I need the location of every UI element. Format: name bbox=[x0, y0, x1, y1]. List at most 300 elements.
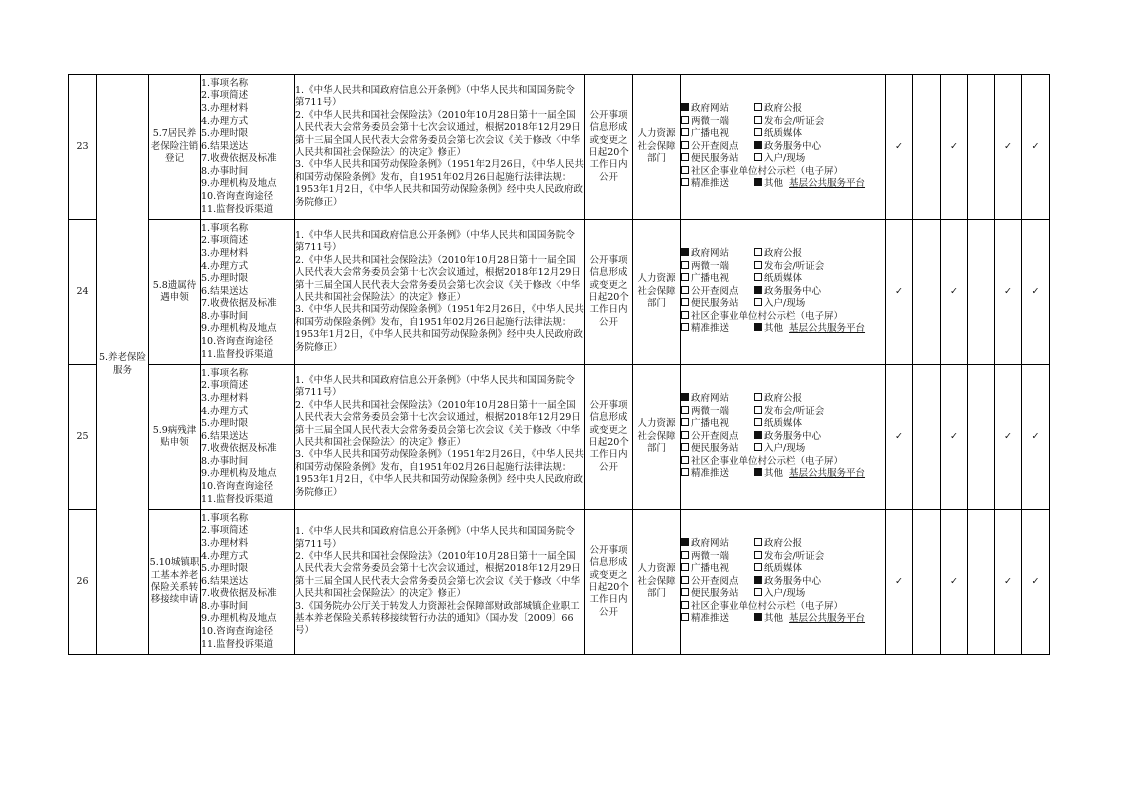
channel-label: 发布会/听证会 bbox=[764, 405, 825, 417]
channel-row bbox=[681, 538, 885, 551]
check-cell: ✓ bbox=[1022, 365, 1050, 510]
channel-option bbox=[681, 248, 754, 261]
checkbox-icon bbox=[681, 406, 689, 414]
check-cell bbox=[913, 220, 941, 365]
channel-option bbox=[681, 393, 754, 406]
channel-label: 政府公报 bbox=[764, 102, 803, 114]
channel-label: 入户/现场 bbox=[764, 153, 806, 165]
channel-row bbox=[681, 141, 885, 154]
channel-label: 广播电视 bbox=[691, 128, 730, 140]
channel-label: 社区企事业单位村公示栏（电子屏） bbox=[691, 455, 844, 467]
checkbox-icon bbox=[681, 468, 689, 476]
check-cell: ✓ bbox=[1022, 510, 1050, 655]
channel-option bbox=[754, 551, 824, 564]
checkbox-icon bbox=[754, 153, 762, 161]
basis-item: 1.《中华人民共和国政府信息公开条例》（中华人民共和国国务院令第711号） bbox=[295, 526, 575, 550]
checked-box-icon bbox=[681, 538, 689, 546]
checkbox-icon bbox=[681, 261, 689, 269]
basis-item: 3.《中华人民共和国劳动保险条例》（1951年2月26日，《中华人民共和国劳动保险条例》发布，自1951年02月26日起施行法律法规：1953年1月2日，《中华人民共和国劳动保险条例》经中央人民政府政务院修正） bbox=[295, 159, 584, 208]
item-name: 5.7居民养老保险注销登记 bbox=[149, 75, 201, 220]
channel-label: 便民服务站 bbox=[691, 153, 739, 165]
element-list-item: 8.办事时间 bbox=[201, 600, 249, 612]
channel-option bbox=[681, 418, 754, 431]
table-row bbox=[69, 365, 1050, 510]
channel-option bbox=[754, 588, 805, 601]
channel-row bbox=[681, 153, 885, 166]
checked-box-icon bbox=[754, 613, 762, 621]
channel-row bbox=[681, 431, 885, 444]
channel-option bbox=[681, 538, 754, 551]
channel-option bbox=[754, 393, 802, 406]
element-list-item: 7.收费依据及标准 bbox=[201, 443, 277, 455]
checked-box-icon bbox=[681, 393, 689, 401]
channel-label: 其他 bbox=[764, 613, 784, 625]
channel-option bbox=[681, 563, 754, 576]
channel-row bbox=[681, 116, 885, 129]
channel-option bbox=[681, 166, 843, 179]
channel-label: 纸质媒体 bbox=[764, 273, 803, 285]
row-number: 23 bbox=[69, 75, 97, 220]
channel-cell bbox=[681, 220, 886, 365]
check-cell: ✓ bbox=[886, 510, 913, 655]
channel-option bbox=[681, 116, 754, 129]
checkbox-icon bbox=[681, 431, 689, 439]
channel-label: 公开查阅点 bbox=[691, 140, 739, 152]
element-list-item: 4.办理方式 bbox=[201, 260, 249, 272]
channel-option bbox=[681, 311, 843, 324]
channel-option bbox=[754, 576, 821, 589]
check-cell: ✓ bbox=[941, 220, 968, 365]
checkbox-icon bbox=[754, 116, 762, 124]
channel-row bbox=[681, 273, 885, 286]
element-list bbox=[201, 365, 295, 510]
element-list-item: 5.办理时限 bbox=[201, 128, 249, 140]
channel-row bbox=[681, 103, 885, 116]
channel-row bbox=[681, 323, 885, 336]
channel-option bbox=[681, 261, 754, 274]
table-row bbox=[69, 220, 1050, 365]
basis-cell bbox=[295, 220, 585, 365]
channel-option bbox=[681, 273, 754, 286]
element-list-item: 2.事项简述 bbox=[201, 525, 249, 537]
channel-label: 精准推送 bbox=[691, 468, 730, 480]
channel-option bbox=[754, 323, 865, 336]
channel-label: 广播电视 bbox=[691, 273, 730, 285]
channel-label: 公开查阅点 bbox=[691, 430, 739, 442]
channel-row bbox=[681, 166, 885, 179]
checkbox-icon bbox=[754, 261, 762, 269]
checkbox-icon bbox=[681, 588, 689, 596]
time-limit: 公开事项信息形成或变更之日起20个工作日内公开 bbox=[585, 75, 633, 220]
channel-row bbox=[681, 261, 885, 274]
element-list bbox=[201, 75, 295, 220]
check-cell bbox=[913, 75, 941, 220]
channel-row bbox=[681, 311, 885, 324]
channel-option bbox=[681, 468, 754, 481]
channel-row bbox=[681, 178, 885, 191]
check-cell: ✓ bbox=[941, 365, 968, 510]
element-list-item: 7.收费依据及标准 bbox=[201, 298, 277, 310]
checked-box-icon bbox=[754, 468, 762, 476]
category-cell: 5.养老保险服务 bbox=[97, 75, 149, 655]
checked-box-icon bbox=[754, 323, 762, 331]
channel-label: 精准推送 bbox=[691, 613, 730, 625]
channel-label: 发布会/听证会 bbox=[764, 115, 825, 127]
channel-row bbox=[681, 298, 885, 311]
channel-option bbox=[681, 298, 754, 311]
element-list-item: 8.办事时间 bbox=[201, 455, 249, 467]
checkbox-icon bbox=[681, 576, 689, 584]
channel-row bbox=[681, 443, 885, 456]
element-list-item: 4.办理方式 bbox=[201, 550, 249, 562]
element-list-item: 3.办理材料 bbox=[201, 247, 249, 259]
channel-option bbox=[681, 323, 754, 336]
element-list-item: 9.办理机构及地点 bbox=[201, 613, 277, 625]
channel-label: 政府公报 bbox=[764, 537, 803, 549]
checkbox-icon bbox=[681, 166, 689, 174]
element-list bbox=[201, 510, 295, 655]
channel-label: 政府公报 bbox=[764, 247, 803, 259]
item-name: 5.10城镇职工基本养老保险关系转移接续申请 bbox=[149, 510, 201, 655]
basis-item: 2.《中华人民共和国社会保险法》（2010年10月28日第十一届全国人民代表大会常务委员会第十七次会议通过，根据2018年12月29日第十三届全国人民代表大会常务委员会第七次会议《关于修改〈中华人民共和国社会保险法〉的决定》修正） bbox=[295, 254, 581, 303]
channel-option bbox=[754, 468, 865, 481]
checkbox-icon bbox=[681, 563, 689, 571]
channel-label: 政务服务中心 bbox=[764, 575, 822, 587]
subject-cell: 人力资源社会保障部门 bbox=[633, 365, 681, 510]
checkbox-icon bbox=[754, 128, 762, 136]
element-list-item: 7.收费依据及标准 bbox=[201, 153, 277, 165]
channel-cell bbox=[681, 510, 886, 655]
check-cell: ✓ bbox=[941, 510, 968, 655]
checked-box-icon bbox=[754, 286, 762, 294]
checkbox-icon bbox=[681, 128, 689, 136]
channel-label: 纸质媒体 bbox=[764, 563, 803, 575]
platform-label: 基层公共服务平台 bbox=[789, 323, 866, 335]
channel-label: 政府网站 bbox=[691, 102, 730, 114]
channel-row bbox=[681, 286, 885, 299]
channel-row bbox=[681, 563, 885, 576]
checkbox-icon bbox=[754, 418, 762, 426]
checked-box-icon bbox=[754, 178, 762, 186]
element-list-item: 11.监督投诉渠道 bbox=[201, 638, 274, 650]
element-list-item: 9.办理机构及地点 bbox=[201, 468, 277, 480]
channel-option bbox=[754, 431, 821, 444]
basis-item: 2.《中华人民共和国社会保险法》（2010年10月28日第十一届全国人民代表大会常务委员会第十七次会议通过，根据2018年12月29日第十三届全国人民代表大会常务委员会第七次会议《关于修改〈中华人民共和国社会保险法〉的决定》修正） bbox=[295, 109, 581, 158]
check-cell: ✓ bbox=[995, 75, 1022, 220]
channel-label: 发布会/听证会 bbox=[764, 550, 825, 562]
checkbox-icon bbox=[754, 538, 762, 546]
basis-item: 1.《中华人民共和国政府信息公开条例》（中华人民共和国国务院令第711号） bbox=[295, 374, 575, 399]
checkbox-icon bbox=[681, 418, 689, 426]
subject-cell: 人力资源社会保障部门 bbox=[633, 510, 681, 655]
disclosure-table bbox=[68, 74, 1050, 655]
checked-box-icon bbox=[681, 248, 689, 256]
checked-box-icon bbox=[754, 576, 762, 584]
channel-option bbox=[681, 613, 754, 626]
time-limit: 公开事项信息形成或变更之日起20个工作日内公开 bbox=[585, 510, 633, 655]
element-list-item: 9.办理机构及地点 bbox=[201, 323, 277, 335]
channel-row bbox=[681, 456, 885, 469]
channel-cell bbox=[681, 365, 886, 510]
channel-row bbox=[681, 551, 885, 564]
channel-label: 两微一端 bbox=[691, 260, 730, 272]
channel-label: 政府网站 bbox=[691, 247, 730, 259]
channel-option bbox=[681, 103, 754, 116]
element-list-item: 11.监督投诉渠道 bbox=[201, 348, 274, 360]
item-name: 5.9病残津贴申领 bbox=[149, 365, 201, 510]
channel-option bbox=[681, 431, 754, 444]
element-list-item: 9.办理机构及地点 bbox=[201, 178, 277, 190]
element-list-item: 2.事项简述 bbox=[201, 235, 249, 247]
channel-label: 纸质媒体 bbox=[764, 418, 803, 430]
checkbox-icon bbox=[754, 103, 762, 111]
channel-label: 政务服务中心 bbox=[764, 430, 822, 442]
row-number: 24 bbox=[69, 220, 97, 365]
channel-row bbox=[681, 418, 885, 431]
element-list-item: 3.办理材料 bbox=[201, 392, 249, 404]
checkbox-icon bbox=[754, 248, 762, 256]
channel-label: 两微一端 bbox=[691, 550, 730, 562]
checkbox-icon bbox=[754, 406, 762, 414]
channel-label: 入户/现场 bbox=[764, 443, 806, 455]
check-cell: ✓ bbox=[1022, 75, 1050, 220]
element-list-item: 4.办理方式 bbox=[201, 115, 249, 127]
checked-box-icon bbox=[754, 431, 762, 439]
basis-item: 3.《中华人民共和国劳动保险条例》（1951年2月26日，《中华人民共和国劳动保险条例》发布，自1951年02月26日起施行法律法规：1953年1月2日，《中华人民共和国劳动保险条例》经中央人民政府政务院修正） bbox=[295, 449, 584, 498]
channel-option bbox=[754, 443, 805, 456]
checkbox-icon bbox=[681, 153, 689, 161]
element-list-item: 1.事项名称 bbox=[201, 512, 249, 524]
platform-label: 基层公共服务平台 bbox=[789, 613, 866, 625]
check-cell: ✓ bbox=[995, 365, 1022, 510]
channel-option bbox=[681, 443, 754, 456]
channel-option bbox=[681, 286, 754, 299]
channel-row bbox=[681, 588, 885, 601]
channel-option bbox=[681, 128, 754, 141]
check-cell: ✓ bbox=[886, 220, 913, 365]
channel-row bbox=[681, 613, 885, 626]
element-list-item: 7.收费依据及标准 bbox=[201, 588, 277, 600]
checkbox-icon bbox=[681, 323, 689, 331]
channel-row bbox=[681, 576, 885, 589]
basis-item: 3.《国务院办公厅关于转发人力资源社会保障部财政部城镇企业职工基本养老保险关系转移接续暂行办法的通知》（国办发〔2009〕66号） bbox=[295, 600, 580, 637]
channel-label: 入户/现场 bbox=[764, 588, 806, 600]
channel-label: 社区企事业单位村公示栏（电子屏） bbox=[691, 310, 844, 322]
channel-option bbox=[754, 406, 824, 419]
channel-label: 公开查阅点 bbox=[691, 285, 739, 297]
checkbox-icon bbox=[681, 613, 689, 621]
time-limit: 公开事项信息形成或变更之日起20个工作日内公开 bbox=[585, 365, 633, 510]
channel-option bbox=[754, 128, 802, 141]
basis-item: 1.《中华人民共和国政府信息公开条例》（中华人民共和国国务院令第711号） bbox=[295, 229, 575, 254]
element-list-item: 2.事项简述 bbox=[201, 380, 249, 392]
channel-label: 政务服务中心 bbox=[764, 285, 822, 297]
check-cell bbox=[968, 220, 995, 365]
element-list-item: 3.办理材料 bbox=[201, 537, 249, 549]
channel-option bbox=[754, 261, 824, 274]
channel-label: 政府网站 bbox=[691, 392, 730, 404]
check-cell bbox=[968, 75, 995, 220]
checkbox-icon bbox=[681, 273, 689, 281]
channel-option bbox=[681, 178, 754, 191]
check-cell bbox=[968, 365, 995, 510]
checkbox-icon bbox=[681, 551, 689, 559]
channel-row bbox=[681, 393, 885, 406]
check-cell bbox=[968, 510, 995, 655]
channel-option bbox=[754, 613, 865, 626]
channel-label: 便民服务站 bbox=[691, 298, 739, 310]
channel-option bbox=[754, 141, 821, 154]
channel-option bbox=[754, 248, 802, 261]
channel-option bbox=[681, 551, 754, 564]
row-number: 26 bbox=[69, 510, 97, 655]
channel-label: 广播电视 bbox=[691, 563, 730, 575]
channel-row bbox=[681, 128, 885, 141]
channel-label: 两微一端 bbox=[691, 115, 730, 127]
element-list-item: 1.事项名称 bbox=[201, 77, 249, 89]
channel-label: 其他 bbox=[764, 468, 784, 480]
checkbox-icon bbox=[681, 601, 689, 609]
element-list-item: 4.办理方式 bbox=[201, 405, 249, 417]
channel-option bbox=[754, 153, 805, 166]
check-cell: ✓ bbox=[886, 75, 913, 220]
channel-label: 其他 bbox=[764, 323, 784, 335]
element-list-item: 6.结果送达 bbox=[201, 140, 249, 152]
channel-option bbox=[754, 538, 802, 551]
channel-option bbox=[754, 563, 802, 576]
time-limit: 公开事项信息形成或变更之日起20个工作日内公开 bbox=[585, 220, 633, 365]
channel-option bbox=[754, 116, 824, 129]
row-number: 25 bbox=[69, 365, 97, 510]
channel-label: 公开查阅点 bbox=[691, 575, 739, 587]
basis-item: 1.《中华人民共和国政府信息公开条例》（中华人民共和国国务院令第711号） bbox=[295, 84, 575, 109]
channel-option bbox=[754, 298, 805, 311]
check-cell: ✓ bbox=[995, 220, 1022, 365]
element-list-item: 10.咨询查询途径 bbox=[201, 191, 274, 203]
channel-option bbox=[681, 576, 754, 589]
channel-label: 其他 bbox=[764, 178, 784, 190]
channel-label: 政府公报 bbox=[764, 392, 803, 404]
channel-row bbox=[681, 406, 885, 419]
basis-item: 2.《中华人民共和国社会保险法》（2010年10月28日第十一届全国人民代表大会常务委员会第十七次会议通过，根据2018年12月29日第十三届全国人民代表大会常务委员会第七次会议《关于修改〈中华人民共和国社会保险法〉的决定》修正） bbox=[295, 550, 581, 600]
checkbox-icon bbox=[681, 298, 689, 306]
channel-row bbox=[681, 468, 885, 481]
check-cell: ✓ bbox=[995, 510, 1022, 655]
element-list-item: 10.咨询查询途径 bbox=[201, 626, 274, 638]
checkbox-icon bbox=[681, 311, 689, 319]
checked-box-icon bbox=[754, 141, 762, 149]
channel-label: 纸质媒体 bbox=[764, 128, 803, 140]
check-cell: ✓ bbox=[886, 365, 913, 510]
checkbox-icon bbox=[681, 443, 689, 451]
subject-cell: 人力资源社会保障部门 bbox=[633, 220, 681, 365]
checkbox-icon bbox=[681, 178, 689, 186]
check-cell: ✓ bbox=[1022, 220, 1050, 365]
channel-label: 精准推送 bbox=[691, 323, 730, 335]
channel-label: 精准推送 bbox=[691, 178, 730, 190]
element-list bbox=[201, 220, 295, 365]
element-list-item: 8.办事时间 bbox=[201, 165, 249, 177]
channel-option bbox=[754, 103, 802, 116]
channel-label: 两微一端 bbox=[691, 405, 730, 417]
channel-option bbox=[681, 406, 754, 419]
checked-box-icon bbox=[681, 103, 689, 111]
element-list-item: 6.结果送达 bbox=[201, 285, 249, 297]
element-list-item: 8.办事时间 bbox=[201, 310, 249, 322]
checkbox-icon bbox=[754, 551, 762, 559]
channel-option bbox=[754, 273, 802, 286]
element-list-item: 11.监督投诉渠道 bbox=[201, 493, 274, 505]
channel-label: 发布会/听证会 bbox=[764, 260, 825, 272]
table-row bbox=[69, 75, 1050, 220]
checkbox-icon bbox=[754, 443, 762, 451]
channel-label: 便民服务站 bbox=[691, 443, 739, 455]
element-list-item: 6.结果送达 bbox=[201, 430, 249, 442]
checkbox-icon bbox=[754, 273, 762, 281]
table-row bbox=[69, 510, 1050, 655]
channel-row bbox=[681, 248, 885, 261]
channel-option bbox=[681, 601, 843, 614]
channel-cell bbox=[681, 75, 886, 220]
channel-label: 社区企事业单位村公示栏（电子屏） bbox=[691, 165, 844, 177]
checkbox-icon bbox=[754, 298, 762, 306]
channel-label: 入户/现场 bbox=[764, 298, 806, 310]
element-list-item: 2.事项简述 bbox=[201, 90, 249, 102]
checkbox-icon bbox=[754, 563, 762, 571]
channel-label: 政府网站 bbox=[691, 537, 730, 549]
channel-label: 政务服务中心 bbox=[764, 140, 822, 152]
checkbox-icon bbox=[681, 456, 689, 464]
channel-option bbox=[681, 141, 754, 154]
platform-label: 基层公共服务平台 bbox=[789, 178, 866, 190]
element-list-item: 5.办理时限 bbox=[201, 563, 249, 575]
element-list-item: 6.结果送达 bbox=[201, 575, 249, 587]
check-cell bbox=[913, 365, 941, 510]
platform-label: 基层公共服务平台 bbox=[789, 468, 866, 480]
element-list-item: 10.咨询查询途径 bbox=[201, 336, 274, 348]
channel-option bbox=[754, 286, 821, 299]
element-list-item: 10.咨询查询途径 bbox=[201, 481, 274, 493]
channel-option bbox=[681, 153, 754, 166]
checkbox-icon bbox=[681, 286, 689, 294]
subject-cell: 人力资源社会保障部门 bbox=[633, 75, 681, 220]
basis-cell bbox=[295, 365, 585, 510]
checkbox-icon bbox=[754, 588, 762, 596]
channel-option bbox=[754, 418, 802, 431]
element-list-item: 5.办理时限 bbox=[201, 273, 249, 285]
channel-label: 社区企事业单位村公示栏（电子屏） bbox=[691, 600, 844, 612]
checkbox-icon bbox=[754, 393, 762, 401]
basis-item: 2.《中华人民共和国社会保险法》（2010年10月28日第十一届全国人民代表大会常务委员会第十七次会议通过，根据2018年12月29日第十三届全国人民代表大会常务委员会第七次会议《关于修改〈中华人民共和国社会保险法〉的决定》修正） bbox=[295, 399, 581, 448]
basis-cell bbox=[295, 75, 585, 220]
channel-option bbox=[681, 456, 843, 469]
basis-cell bbox=[295, 510, 585, 655]
checkbox-icon bbox=[681, 141, 689, 149]
channel-label: 广播电视 bbox=[691, 418, 730, 430]
channel-option bbox=[681, 588, 754, 601]
channel-row bbox=[681, 601, 885, 614]
item-name: 5.8遗属待遇申领 bbox=[149, 220, 201, 365]
basis-item: 3.《中华人民共和国劳动保险条例》（1951年2月26日，《中华人民共和国劳动保险条例》发布，自1951年02月26日起施行法律法规：1953年1月2日，《中华人民共和国劳动保险条例》经中央人民政府政务院修正） bbox=[295, 304, 584, 353]
channel-label: 便民服务站 bbox=[691, 588, 739, 600]
channel-option bbox=[754, 178, 865, 191]
check-cell bbox=[913, 510, 941, 655]
element-list-item: 1.事项名称 bbox=[201, 367, 249, 379]
checkbox-icon bbox=[681, 116, 689, 124]
element-list-item: 1.事项名称 bbox=[201, 222, 249, 234]
element-list-item: 5.办理时限 bbox=[201, 418, 249, 430]
check-cell: ✓ bbox=[941, 75, 968, 220]
